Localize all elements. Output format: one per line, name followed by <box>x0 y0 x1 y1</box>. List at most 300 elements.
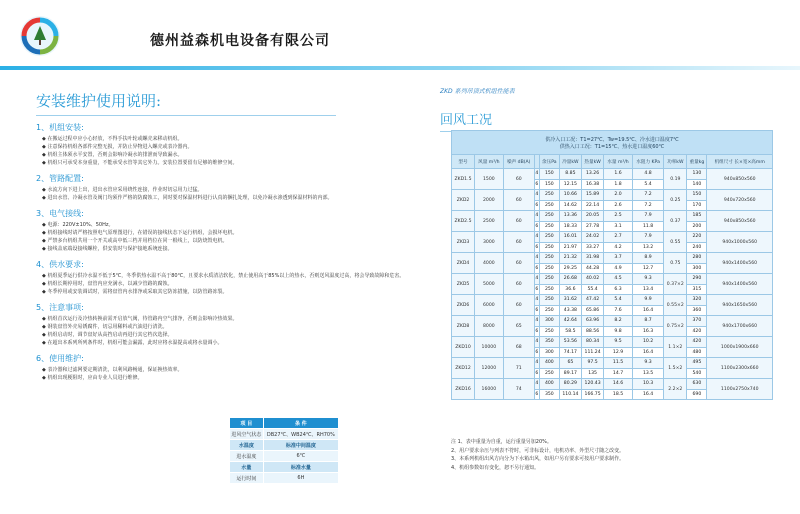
performance-table <box>451 130 773 400</box>
data-cell: 16.4 <box>632 389 663 400</box>
model-cell: 8000 <box>475 316 504 337</box>
data-cell: 4 <box>534 211 539 222</box>
data-cell: 400 <box>539 379 559 390</box>
model-cell: 16000 <box>475 379 504 400</box>
size-cell: 940x850x560 <box>707 169 773 190</box>
data-cell: 1.8 <box>604 179 633 190</box>
header-row <box>452 155 773 169</box>
weight-cell: 290 <box>687 274 707 285</box>
data-cell: 16.3 <box>632 326 663 337</box>
data-cell: 14.7 <box>604 368 633 379</box>
model-cell: 3000 <box>475 232 504 253</box>
data-cell: 111.24 <box>581 347 603 358</box>
data-cell: 4 <box>534 295 539 306</box>
weight-cell: 630 <box>687 379 707 390</box>
weight-cell: 150 <box>687 190 707 201</box>
data-cell: 11.5 <box>604 358 633 369</box>
data-cell: 6 <box>534 242 539 253</box>
power-cell: 0.55×2 <box>664 295 687 316</box>
power-cell: 0.75 <box>664 253 687 274</box>
section-line: ◆ 机组首次运行及冷热转换前需开启放气阀，待管路内空气排净，否则会影响冷热效果。 <box>36 315 396 323</box>
data-cell: 65 <box>559 358 581 369</box>
data-cell: 4.2 <box>604 242 633 253</box>
data-cell: 8.7 <box>632 316 663 327</box>
data-cell: 7.9 <box>632 211 663 222</box>
divider <box>36 115 336 116</box>
data-cell: 5.4 <box>604 295 633 306</box>
data-cell: 58.5 <box>559 326 581 337</box>
model-cell: ZKD10 <box>452 337 475 358</box>
section-line: ◆ 接线盖底端设接线螺栓，供安装时与保护接地系统连接。 <box>36 245 396 253</box>
table-row <box>452 169 773 180</box>
page-header <box>0 0 800 68</box>
section-heading: 3、电气接线: <box>36 209 84 218</box>
column-header: 水阻力 KPa <box>632 155 663 169</box>
data-cell: 40.02 <box>581 274 603 285</box>
table-cell: 进风空气状态 <box>230 429 264 440</box>
size-cell: 1100x2750x740 <box>707 379 773 400</box>
model-cell: ZKD4 <box>452 253 475 274</box>
data-cell: 13.2 <box>632 242 663 253</box>
table-cell: 6℃ <box>263 451 338 462</box>
size-cell: 940x720x560 <box>707 190 773 211</box>
model-cell: ZKD6 <box>452 295 475 316</box>
power-cell: 0.37 <box>664 211 687 232</box>
data-cell: 7.2 <box>632 200 663 211</box>
data-cell: 89.17 <box>559 368 581 379</box>
data-cell: 4 <box>534 379 539 390</box>
data-cell: 9.9 <box>632 295 663 306</box>
data-cell: 88.56 <box>581 326 603 337</box>
model-cell: 2000 <box>475 190 504 211</box>
data-cell: 53.56 <box>559 337 581 348</box>
model-cell: 12000 <box>475 358 504 379</box>
data-cell: 16.4 <box>632 305 663 316</box>
section-line: ◆ 严禁多台机组共用一个开关或高中低三档并用档位在同一根线上，以防烧毁电机。 <box>36 237 396 245</box>
size-cell: 940x850x560 <box>707 211 773 232</box>
table-cell: DB27℃、WB24℃、RH70% <box>263 429 338 440</box>
data-cell: 13.36 <box>559 211 581 222</box>
section-line: ◆ 在搬运过程中应小心轻放，不得手扶叶轮或螺壳来移动机组。 <box>36 135 396 143</box>
model-cell: 1500 <box>475 169 504 190</box>
data-cell: 16.01 <box>559 232 581 243</box>
test-condition-table <box>229 417 339 484</box>
table-row <box>452 253 773 264</box>
data-cell: 7.2 <box>632 190 663 201</box>
header-cell: 项 目 <box>230 418 264 429</box>
note-line: 2、用户要求余压与列表不符时，可非标设计，电机功率、外型尺寸随之改变。 <box>451 447 625 454</box>
data-cell: 4.5 <box>604 274 633 285</box>
section-heading: 4、供水要求: <box>36 260 84 269</box>
notes <box>451 438 781 472</box>
data-cell: 11.8 <box>632 221 663 232</box>
table-row <box>452 316 773 327</box>
table-row <box>452 295 773 306</box>
model-cell: 60 <box>503 253 534 274</box>
section-heading: 1、机组安装: <box>36 123 84 132</box>
data-cell: 6 <box>534 284 539 295</box>
data-cell: 4 <box>534 358 539 369</box>
data-cell: 166.75 <box>581 389 603 400</box>
size-cell: 940x1700x660 <box>707 316 773 337</box>
model-cell: ZKD1.5 <box>452 169 475 190</box>
data-cell: 150 <box>539 179 559 190</box>
model-cell: ZKD16 <box>452 379 475 400</box>
data-cell: 8.9 <box>632 253 663 264</box>
data-cell: 250 <box>539 253 559 264</box>
table-row <box>452 211 773 222</box>
data-cell: 1.6 <box>604 169 633 180</box>
data-cell: 2.7 <box>604 232 633 243</box>
note-line: 注 1、表中重量为自重，运行重量另加20%。 <box>451 439 552 445</box>
weight-cell: 320 <box>687 295 707 306</box>
data-cell: 31.62 <box>559 295 581 306</box>
data-cell: 16.4 <box>632 347 663 358</box>
spec-title: 回风工况 <box>440 113 493 128</box>
data-cell: 4 <box>534 190 539 201</box>
weight-cell: 280 <box>687 253 707 264</box>
table-cell: 标准中间温度 <box>263 440 338 451</box>
data-cell: 65.86 <box>581 305 603 316</box>
weight-cell: 420 <box>687 337 707 348</box>
table-cell: 进水温度 <box>230 451 264 462</box>
size-cell: 940x1400x560 <box>707 274 773 295</box>
column-header: 余压Pa <box>539 155 559 169</box>
data-cell: 4 <box>534 316 539 327</box>
data-cell: 14.6 <box>604 379 633 390</box>
data-cell: 42.64 <box>559 316 581 327</box>
guide-section <box>36 122 396 167</box>
guide-section <box>36 208 396 253</box>
data-cell: 6 <box>534 347 539 358</box>
data-cell: 20.05 <box>581 211 603 222</box>
model-cell: ZKD2 <box>452 190 475 211</box>
condition-cell <box>452 131 773 155</box>
data-cell: 120.43 <box>581 379 603 390</box>
data-cell: 80.29 <box>559 379 581 390</box>
cooling-condition: 供冷入口工况：T1=27℃、Tw=19.5℃、冷水进口温度7℃ <box>545 136 679 143</box>
data-cell: 7.6 <box>604 305 633 316</box>
column-header: 噪声 dB(A) <box>503 155 534 169</box>
section-line: ◆ 机组出现梗阻时，应由专业人员进行维修。 <box>36 374 396 382</box>
table-header-row <box>230 418 339 429</box>
data-cell: 14.62 <box>559 200 581 211</box>
data-cell: 55.4 <box>581 284 603 295</box>
column-header: 水量 m³/h <box>604 155 633 169</box>
weight-cell: 220 <box>687 232 707 243</box>
weight-cell: 170 <box>687 200 707 211</box>
weight-cell: 240 <box>687 242 707 253</box>
guide-section <box>36 259 405 296</box>
power-cell: 1.5×2 <box>664 358 687 379</box>
table-row <box>452 232 773 243</box>
section-line: ◆ 机组夏季运行供冷水温不低于5℃，冬季供热水温不高于80℃，且要求水质清洁软化，禁止使用高于85%以上的热水，否则送风温度过高，将会导致故障和危害。 <box>36 272 396 280</box>
table-row <box>230 440 339 451</box>
data-cell: 6 <box>534 389 539 400</box>
power-cell: 2.2×2 <box>664 379 687 400</box>
table-row <box>452 190 773 201</box>
data-cell: 97.5 <box>581 358 603 369</box>
data-cell: 6 <box>534 305 539 316</box>
table-row <box>452 337 773 348</box>
data-cell: 4 <box>534 253 539 264</box>
data-cell: 12.7 <box>632 263 663 274</box>
data-cell: 22.14 <box>581 200 603 211</box>
column-header: 型号 <box>452 155 475 169</box>
weight-cell: 540 <box>687 368 707 379</box>
section-line: ◆ 机组接线时请严格按照电气原理图进行，在错误的接线状态下运行机组，会损坏电机。 <box>36 229 396 237</box>
data-cell: 4 <box>534 169 539 180</box>
table-cell: 标准水量 <box>263 462 338 473</box>
data-cell: 350 <box>539 337 559 348</box>
data-cell: 29.25 <box>559 263 581 274</box>
data-cell: 27.78 <box>581 221 603 232</box>
data-cell: 250 <box>539 232 559 243</box>
data-cell: 150 <box>539 169 559 180</box>
table-cell: 6H <box>263 473 338 484</box>
data-cell: 250 <box>539 368 559 379</box>
power-cell: 0.55 <box>664 232 687 253</box>
guide-section <box>36 173 396 202</box>
data-cell: 2.0 <box>604 190 633 201</box>
section-line: ◆ 进出水管、冷凝水管及阀门均须作严格的防腐蚀工，同时要对保温材料进行认真的捆扎处理，以免冷凝水渗透到保温材料的内部。 <box>36 194 396 202</box>
data-cell: 250 <box>539 190 559 201</box>
data-cell: 250 <box>539 326 559 337</box>
model-cell: 60 <box>503 211 534 232</box>
note-line: 4、机组参数如有变化，恕不另行通知。 <box>451 464 540 471</box>
spec-panel <box>440 86 770 132</box>
header-bar <box>0 66 800 70</box>
model-cell: ZKD3 <box>452 232 475 253</box>
column-header: 机组尺寸 长×宽×高mm <box>707 155 773 169</box>
section-line: ◆ 冬季停用或安装调试时，需将盘管内水排净或采取其它防冻措施，以防管路冻裂。 <box>36 288 396 296</box>
section-heading: 6、使用维护: <box>36 354 84 363</box>
table-row <box>452 358 773 369</box>
data-cell: 135 <box>581 368 603 379</box>
data-cell: 33.27 <box>581 242 603 253</box>
size-cell: 1100x2300x660 <box>707 358 773 379</box>
section-line: ◆ 电源：220V±10%、50Hz。 <box>36 221 396 229</box>
table-cell: 水量 <box>230 462 264 473</box>
section-line: ◆ 钢装盘管外壳易锈腐件，切忌用稀料或汽油进行清洗。 <box>36 323 396 331</box>
model-cell: 5000 <box>475 274 504 295</box>
model-cell: 60 <box>503 169 534 190</box>
model-cell: 71 <box>503 358 534 379</box>
data-cell: 250 <box>539 242 559 253</box>
model-cell: ZKD5 <box>452 274 475 295</box>
weight-cell: 690 <box>687 389 707 400</box>
header-cell: 条 件 <box>263 418 338 429</box>
weight-cell: 315 <box>687 284 707 295</box>
power-cell: 0.25 <box>664 190 687 211</box>
model-cell: 60 <box>503 295 534 316</box>
section-line: ◆ 机组启动时，调节盘好从高挡启动再进行其它档次选择。 <box>36 331 396 339</box>
data-cell: 250 <box>539 200 559 211</box>
heating-condition: 供热入口工况：T1=15℃、热水进口温度60℃ <box>559 143 665 150</box>
data-cell: 74.17 <box>559 347 581 358</box>
power-cell: 0.19 <box>664 169 687 190</box>
data-cell: 6 <box>534 326 539 337</box>
data-cell: 12.9 <box>604 347 633 358</box>
model-cell: 6000 <box>475 295 504 316</box>
data-cell: 300 <box>539 347 559 358</box>
table-cell: 运行时间 <box>230 473 264 484</box>
data-cell: 21.32 <box>559 253 581 264</box>
column-header: 重量kg <box>687 155 707 169</box>
spec-caption: ZKD 系列吊顶式机组性能表 <box>440 88 515 95</box>
data-cell: 250 <box>539 274 559 285</box>
data-cell: 110.14 <box>559 389 581 400</box>
data-cell: 250 <box>539 221 559 232</box>
guide-title: 安装维护使用说明: <box>36 92 162 110</box>
model-cell: ZKD2.5 <box>452 211 475 232</box>
model-cell: 68 <box>503 337 534 358</box>
weight-cell: 360 <box>687 305 707 316</box>
column-header: 风量 m³/h <box>475 155 504 169</box>
table-row <box>230 429 339 440</box>
data-cell: 6 <box>534 263 539 274</box>
data-cell: 400 <box>539 358 559 369</box>
data-cell: 6 <box>534 221 539 232</box>
model-cell: ZKD8 <box>452 316 475 337</box>
data-cell: 6 <box>534 200 539 211</box>
data-cell: 3.1 <box>604 221 633 232</box>
data-cell: 8.2 <box>604 316 633 327</box>
data-cell: 2.5 <box>604 211 633 222</box>
weight-cell: 140 <box>687 179 707 190</box>
data-cell: 4.9 <box>604 263 633 274</box>
data-cell: 44.28 <box>581 263 603 274</box>
weight-cell: 200 <box>687 221 707 232</box>
data-cell: 300 <box>539 316 559 327</box>
data-cell: 350 <box>539 389 559 400</box>
data-cell: 12.15 <box>559 179 581 190</box>
data-cell: 9.5 <box>604 337 633 348</box>
weight-cell: 370 <box>687 316 707 327</box>
table-row <box>230 462 339 473</box>
guide-section <box>36 353 396 382</box>
data-cell: 250 <box>539 295 559 306</box>
model-cell: ZKD12 <box>452 358 475 379</box>
model-cell: 65 <box>503 316 534 337</box>
data-cell: 250 <box>539 305 559 316</box>
weight-cell: 300 <box>687 263 707 274</box>
data-cell: 6.3 <box>604 284 633 295</box>
power-cell: 0.37×2 <box>664 274 687 295</box>
data-cell: 4.8 <box>632 169 663 180</box>
data-cell: 8.85 <box>559 169 581 180</box>
column-header: 冷量kW <box>559 155 581 169</box>
data-cell: 18.5 <box>604 389 633 400</box>
data-cell: 13.26 <box>581 169 603 180</box>
data-cell: 6 <box>534 368 539 379</box>
data-cell: 4 <box>534 337 539 348</box>
weight-cell: 495 <box>687 358 707 369</box>
company-name: 德州益森机电设备有限公司 <box>150 33 330 49</box>
note-line: 3、本系列机组出风方向分为下水箱出风，如用户另有要求可按用户要求制作。 <box>451 456 625 462</box>
section-line: ◆ 在超出本系列所列条件时，机组可能会漏露，此时应将水温提高或将水量调小。 <box>36 339 396 347</box>
data-cell: 250 <box>539 263 559 274</box>
size-cell: 940x1000x560 <box>707 232 773 253</box>
model-cell: 60 <box>503 274 534 295</box>
data-cell: 80.34 <box>581 337 603 348</box>
section-line: ◆ 机组长期停用时，盘管内应充满水，以减少管路的腐蚀。 <box>36 280 396 288</box>
data-cell: 47.42 <box>581 295 603 306</box>
company-logo-icon <box>18 14 62 58</box>
table-row <box>230 473 339 484</box>
model-cell: 74 <box>503 379 534 400</box>
condition-row <box>452 131 773 155</box>
data-cell: 16.38 <box>581 179 603 190</box>
table-row <box>230 451 339 462</box>
weight-cell: 480 <box>687 347 707 358</box>
data-cell: 5.4 <box>632 179 663 190</box>
table-row <box>452 379 773 390</box>
data-cell: 9.8 <box>604 326 633 337</box>
size-cell: 940x1400x560 <box>707 253 773 274</box>
table-row <box>452 274 773 285</box>
data-cell: 24.02 <box>581 232 603 243</box>
data-cell: 21.97 <box>559 242 581 253</box>
column-header: 热量kW <box>581 155 603 169</box>
section-heading: 2、管路配置: <box>36 174 84 183</box>
model-cell: 4000 <box>475 253 504 274</box>
weight-cell: 130 <box>687 169 707 180</box>
data-cell: 250 <box>539 211 559 222</box>
install-guide <box>36 90 405 382</box>
column-header: 功率kW <box>664 155 687 169</box>
power-cell: 0.75×2 <box>664 316 687 337</box>
power-cell: 1.1×2 <box>664 337 687 358</box>
data-cell: 2.6 <box>604 200 633 211</box>
weight-cell: 420 <box>687 326 707 337</box>
guide-section <box>36 302 396 347</box>
data-cell: 31.98 <box>581 253 603 264</box>
weight-cell: 185 <box>687 211 707 222</box>
model-cell: 60 <box>503 232 534 253</box>
size-cell: 1000x1900x660 <box>707 337 773 358</box>
section-line: ◆ 表冷器和过滤网要定期清洗，以利风路畅通，保证换热效率。 <box>36 366 396 374</box>
data-cell: 6 <box>534 179 539 190</box>
data-cell: 10.2 <box>632 337 663 348</box>
data-cell: 43.38 <box>559 305 581 316</box>
data-cell: 9.3 <box>632 274 663 285</box>
model-cell: 10000 <box>475 337 504 358</box>
guide-sections <box>36 122 405 382</box>
model-cell: 60 <box>503 190 534 211</box>
data-cell: 10.66 <box>559 190 581 201</box>
data-cell: 9.3 <box>632 358 663 369</box>
data-cell: 250 <box>539 284 559 295</box>
data-cell: 10.3 <box>632 379 663 390</box>
data-cell: 26.68 <box>559 274 581 285</box>
section-line: ◆ 机组只可承受本身重量，不能承受水管等其它外力。安装位置要留有足够的维修空间。 <box>36 159 396 167</box>
data-cell: 7.9 <box>632 232 663 243</box>
table-cell: 水温度 <box>230 440 264 451</box>
data-cell: 4 <box>534 232 539 243</box>
data-cell: 4 <box>534 274 539 285</box>
size-cell: 940x1650x560 <box>707 295 773 316</box>
data-cell: 3.7 <box>604 253 633 264</box>
model-cell: 2500 <box>475 211 504 232</box>
data-cell: 36.6 <box>559 284 581 295</box>
section-heading: 5、注意事项: <box>36 303 84 312</box>
data-cell: 63.96 <box>581 316 603 327</box>
section-line: ◆ 注意保持机组各部件完整无损，并防止异物进入螺壳或表冷器内。 <box>36 143 396 151</box>
section-line: ◆ 水流方向下进上出，进出水管应采用绕性连接，作业时切忌用力过猛。 <box>36 186 396 194</box>
data-cell: 13.5 <box>632 368 663 379</box>
data-cell: 18.33 <box>559 221 581 232</box>
